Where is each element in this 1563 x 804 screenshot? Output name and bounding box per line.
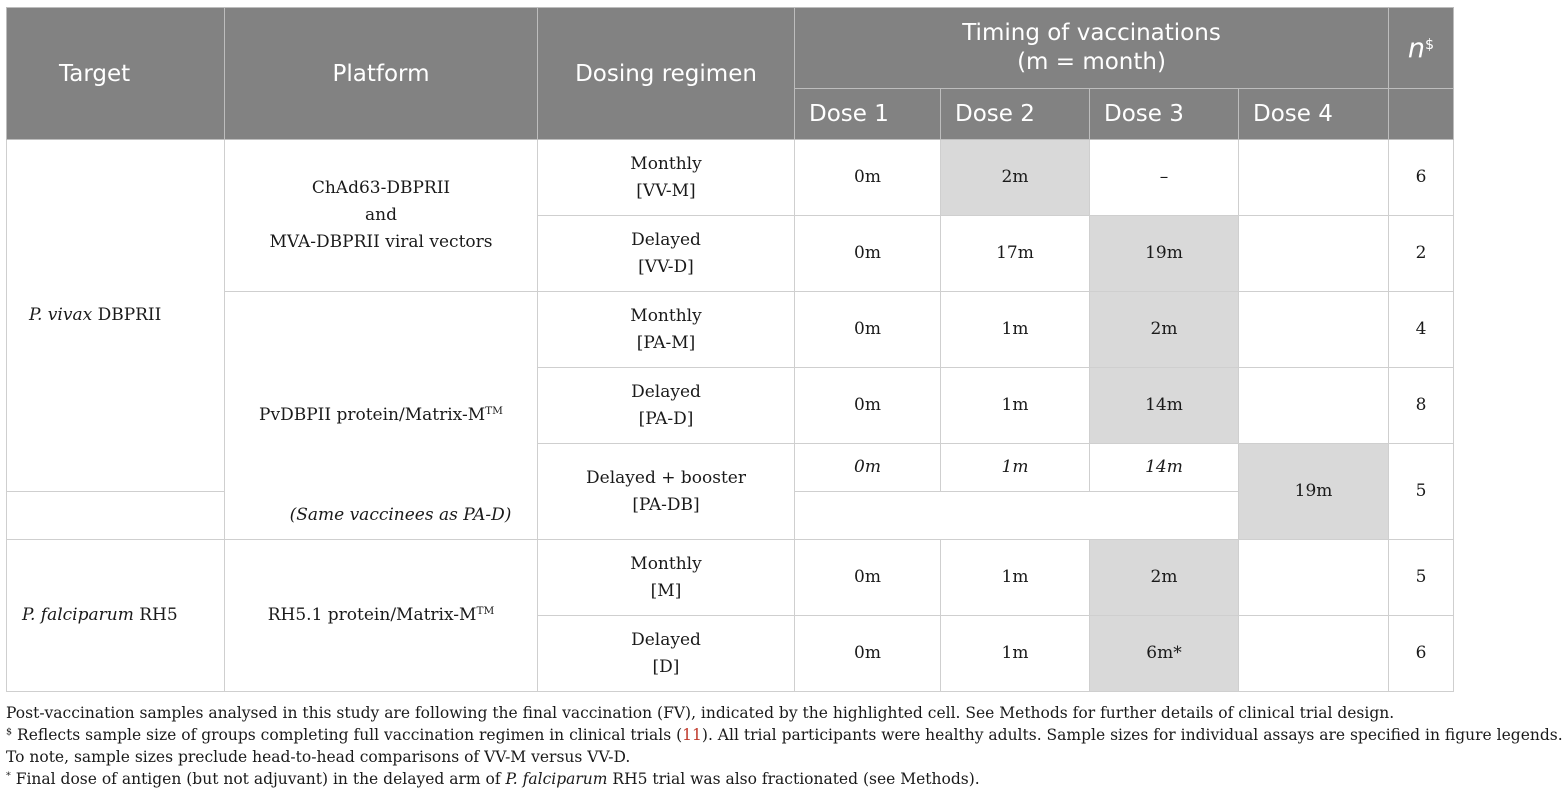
regimen-label: Delayed — [631, 381, 701, 402]
dose2-cell: 1m — [941, 444, 1090, 492]
dose3-cell: 14m — [1090, 444, 1239, 492]
regimen-label: Monthly — [630, 553, 702, 574]
target-vivax-antigen: DBPRII — [92, 305, 162, 325]
dose1-cell: 0m — [795, 292, 941, 368]
footnote-line-2-b: ). All trial participants were healthy adults. Sample sizes for individual assays are specified in figure legends. — [701, 726, 1563, 744]
regimen-code: [PA-DB] — [632, 494, 700, 515]
footnote-line-2-a: Reflects sample size of groups completing full vaccination regimen in clinical trials ( — [12, 726, 683, 744]
header-n — [1389, 8, 1454, 89]
footnote-asterisk-sup: * — [6, 770, 11, 782]
dose2-cell: 1m — [941, 368, 1090, 444]
dose2-cell: 17m — [941, 216, 1090, 292]
n-cell: 6 — [1389, 140, 1454, 216]
header-dose-3: Dose 3 — [1090, 89, 1239, 140]
regimen-cell — [538, 616, 795, 692]
dose3-cell-highlighted: 2m — [1090, 292, 1239, 368]
footnote-line-3: To note, sample sizes preclude head-to-head comparisons of VV-M versus VV-D. — [6, 748, 631, 766]
vaccination-table — [6, 7, 1454, 692]
footnote-line-1: Post-vaccination samples analysed in this study are following the final vaccination (FV), indicated by the highlighted cell. See Methods for further details of clinical trial design. — [6, 704, 1395, 722]
regimen-label: Delayed — [631, 229, 701, 250]
dose4-cell — [1239, 540, 1389, 616]
platform-cell-viral-vectors — [225, 140, 538, 292]
vaccination-table-container — [6, 7, 1453, 692]
dose4-cell — [1239, 292, 1389, 368]
target-falc-species: P. falciparum — [22, 605, 134, 625]
footnote-line-2 — [6, 724, 1563, 746]
regimen-label: Monthly — [630, 153, 702, 174]
platform-cell-rh5-protein — [225, 540, 538, 692]
header-dose-1: Dose 1 — [795, 89, 941, 140]
regimen-cell — [538, 540, 795, 616]
header-dose-4: Dose 4 — [1239, 89, 1389, 140]
table-row-pa-db-note — [7, 492, 1454, 540]
header-timing-line2: (m = month) — [1017, 49, 1166, 75]
dose4-cell — [1239, 368, 1389, 444]
dose1-cell: 0m — [795, 444, 941, 492]
dose4-cell — [1239, 616, 1389, 692]
regimen-code: [M] — [650, 580, 682, 601]
header-timing-line1: Timing of vaccinations — [962, 20, 1221, 46]
dose2-cell: 1m — [941, 616, 1090, 692]
regimen-code: [VV-M] — [636, 180, 696, 201]
footnote-dollar-sup: $ — [6, 726, 13, 738]
platform-pa-sup: TM — [485, 405, 503, 418]
platform-vv-line2: and — [365, 205, 397, 225]
table-row-pa-m — [7, 292, 1454, 368]
regimen-cell — [538, 292, 795, 368]
header-row-1 — [7, 8, 1454, 89]
dose2-cell: 1m — [941, 292, 1090, 368]
regimen-label: Delayed + booster — [586, 467, 746, 488]
dose1-cell: 0m — [795, 140, 941, 216]
header-target: Target — [7, 8, 225, 140]
platform-rh5-text: RH5.1 protein/Matrix-M — [267, 605, 477, 625]
target-falc-antigen: RH5 — [133, 605, 178, 625]
header-dose-2: Dose 2 — [941, 89, 1090, 140]
dose2-cell-highlighted: 2m — [941, 140, 1090, 216]
table-row-vv-m — [7, 140, 1454, 216]
footnote-line-4 — [6, 768, 1456, 790]
platform-pa-text: PvDBPII protein/Matrix-M — [259, 405, 486, 425]
dose3-cell-highlighted: 6m* — [1090, 616, 1239, 692]
regimen-code: [D] — [652, 656, 680, 677]
footnote-line-4-a: Final dose of antigen (but not adjuvant) in the delayed arm of — [10, 770, 506, 788]
table-row-m — [7, 540, 1454, 616]
dose3-cell-highlighted: 2m — [1090, 540, 1239, 616]
reference-link-11[interactable]: 11 — [682, 726, 702, 744]
dose2-cell: 1m — [941, 540, 1090, 616]
regimen-cell — [538, 216, 795, 292]
regimen-code: [VV-D] — [638, 256, 694, 277]
dose3-cell: – — [1090, 140, 1239, 216]
regimen-label: Monthly — [630, 305, 702, 326]
regimen-cell — [538, 140, 795, 216]
n-cell: 5 — [1389, 444, 1454, 540]
footnote-line-4-species: P. falciparum — [505, 770, 608, 788]
header-n-symbol: n — [1407, 32, 1426, 64]
platform-vv-line1: ChAd63-DBPRII — [311, 178, 451, 198]
target-vivax-species: P. vivax — [29, 305, 93, 325]
platform-rh5-sup: TM — [476, 605, 495, 618]
target-cell-falciparum — [7, 540, 225, 692]
header-platform: Platform — [225, 8, 538, 140]
n-cell: 5 — [1389, 540, 1454, 616]
footnote-line-4-b: RH5 trial was also fractionated (see Methods). — [607, 770, 980, 788]
dose3-cell-highlighted: 19m — [1090, 216, 1239, 292]
dose3-cell-highlighted: 14m — [1090, 368, 1239, 444]
n-cell: 8 — [1389, 368, 1454, 444]
header-dosing-regimen: Dosing regimen — [538, 8, 795, 140]
header-timing — [795, 8, 1389, 89]
regimen-code: [PA-D] — [638, 408, 694, 429]
n-cell: 6 — [1389, 616, 1454, 692]
regimen-code: [PA-M] — [636, 332, 696, 353]
regimen-label: Delayed — [631, 629, 701, 650]
header-n-blank — [1389, 89, 1454, 140]
platform-vv-line3: MVA-DBPRII viral vectors — [269, 232, 493, 252]
dose4-cell — [1239, 140, 1389, 216]
dose1-cell: 0m — [795, 368, 941, 444]
dose4-cell-highlighted: 19m — [1239, 444, 1389, 540]
n-cell: 2 — [1389, 216, 1454, 292]
dose1-cell: 0m — [795, 540, 941, 616]
n-cell: 4 — [1389, 292, 1454, 368]
regimen-cell — [538, 368, 795, 444]
target-cell-vivax — [7, 140, 225, 492]
dose4-cell — [1239, 216, 1389, 292]
same-vaccinees-note: (Same vaccinees as PA-D) — [7, 492, 795, 540]
table-footnotes — [6, 702, 1563, 790]
dose1-cell: 0m — [795, 216, 941, 292]
dose1-cell: 0m — [795, 616, 941, 692]
header-n-sup: $ — [1425, 36, 1435, 53]
